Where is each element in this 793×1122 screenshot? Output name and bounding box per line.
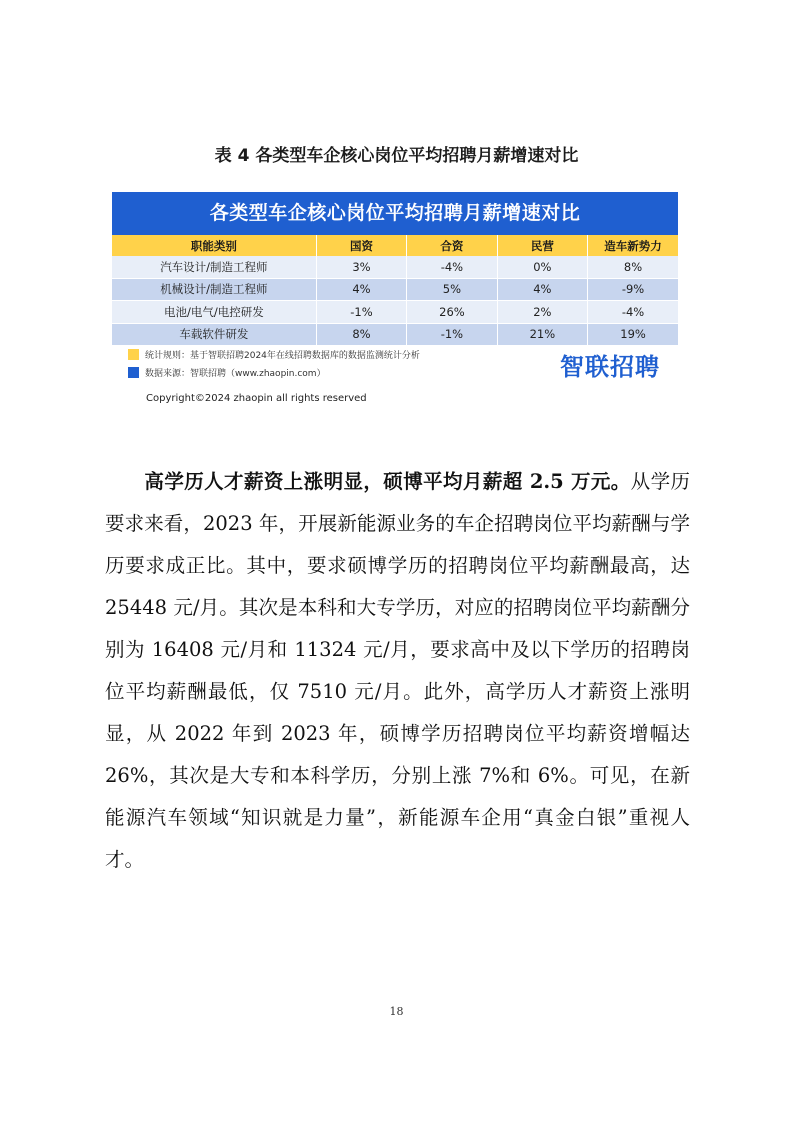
salary-growth-figure	[112, 192, 678, 386]
table-caption: 表 4 各类型车企核心岗位平均招聘月薪增速对比	[214, 146, 579, 166]
table-cell: 26%	[407, 301, 497, 324]
table-cell: 8%	[588, 256, 678, 278]
statistics-rule-note	[128, 345, 420, 363]
table-cell: -1%	[316, 301, 406, 324]
table-cell: 电池/电气/电控研发	[112, 301, 316, 324]
table-cell: 机械设计/制造工程师	[112, 278, 316, 301]
table-cell: 2%	[497, 301, 587, 324]
table-cell: 4%	[497, 278, 587, 301]
table-cell: 3%	[316, 256, 406, 278]
blue-square-icon	[128, 367, 139, 378]
zhaopin-logo: 智联招聘	[560, 353, 660, 381]
figure-notes	[128, 345, 420, 381]
column-header: 合资	[407, 235, 497, 256]
figure-title: 各类型车企核心岗位平均招聘月薪增速对比	[112, 192, 678, 235]
salary-growth-table	[112, 235, 678, 345]
yellow-square-icon	[128, 349, 139, 360]
table-cell: -9%	[588, 278, 678, 301]
body-paragraph	[105, 461, 690, 881]
table-cell: 汽车设计/制造工程师	[112, 256, 316, 278]
table-cell: 0%	[497, 256, 587, 278]
data-source-note	[128, 363, 420, 381]
copyright-notice: Copyright©2024 zhaopin all rights reserved	[146, 393, 367, 404]
statistics-rule-text: 统计规则：基于智联招聘2024年在线招聘数据库的数据监测统计分析	[145, 350, 420, 361]
paragraph-text: 从学历要求来看，2023 年，开展新能源业务的车企招聘岗位平均薪酬与学历要求成正比。其中，要求硕博学历的招聘岗位平均薪酬最高，达 25448 元/月。其次是本科和大专学历，对应的招聘岗位平均薪酬分别为 16408 元/月和 11324 元/月，要求高中及以下学历的招聘岗位平均薪酬最低，仅 7510 元/月。此外，高学历人才薪资上涨明显，从 2022 年到 2023 年，硕博学历招聘岗位平均薪资增幅达 26%，其次是大专和本科学历，分别上涨 7%和 6%。可见，在新能源汽车领域“知识就是力量”，新能源车企用“真金白银”重视人才。	[105, 470, 690, 871]
column-header: 国资	[316, 235, 406, 256]
table-cell: 车载软件研发	[112, 323, 316, 345]
table-cell: 21%	[497, 323, 587, 345]
table-row	[112, 256, 678, 278]
table-cell: -4%	[588, 301, 678, 324]
table-row	[112, 301, 678, 324]
table-cell: -1%	[407, 323, 497, 345]
table-cell: 8%	[316, 323, 406, 345]
table-row	[112, 278, 678, 301]
table-cell: 19%	[588, 323, 678, 345]
column-header: 民营	[497, 235, 587, 256]
column-header: 造车新势力	[588, 235, 678, 256]
table-cell: -4%	[407, 256, 497, 278]
data-source-text: 数据来源：智联招聘（www.zhaopin.com）	[145, 368, 326, 379]
table-header-row	[112, 235, 678, 256]
table-cell: 4%	[316, 278, 406, 301]
column-header: 职能类别	[112, 235, 316, 256]
table-cell: 5%	[407, 278, 497, 301]
paragraph-lead: 高学历人才薪资上涨明显，硕博平均月薪超 2.5 万元。	[144, 470, 631, 493]
page-number: 18	[389, 1005, 404, 1018]
table-row	[112, 323, 678, 345]
